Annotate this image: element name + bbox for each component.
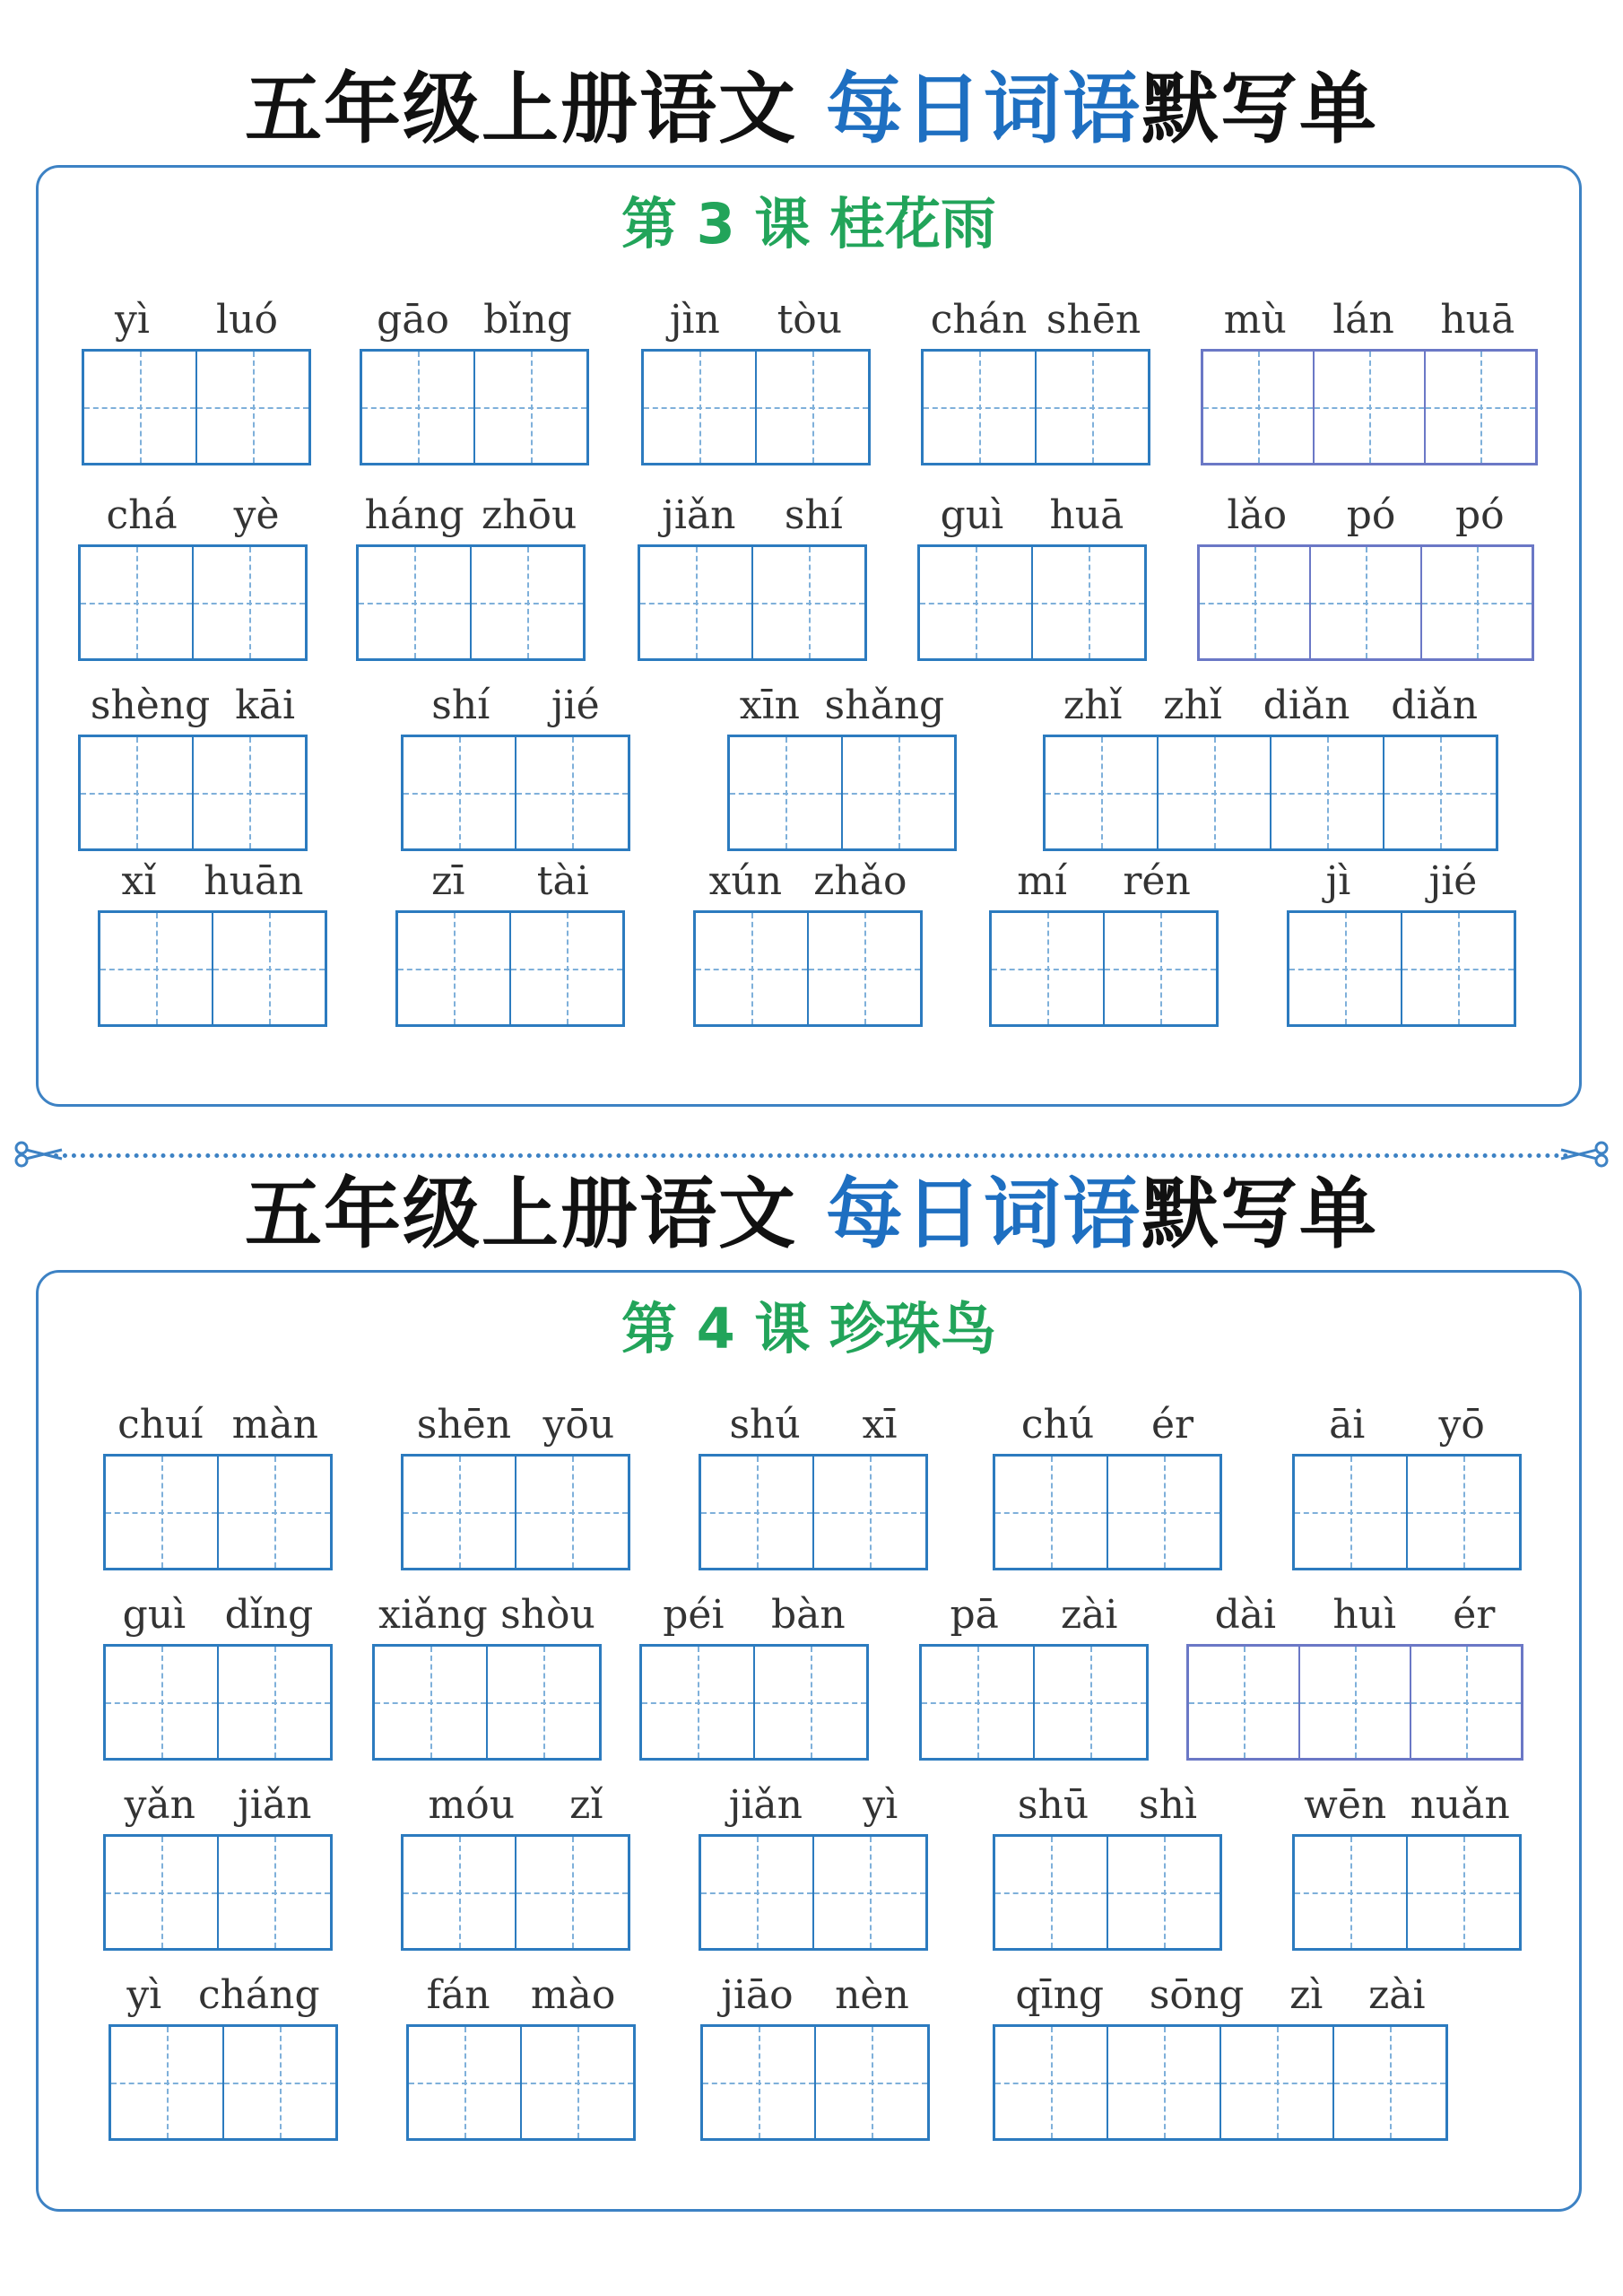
writing-grid[interactable] xyxy=(993,1454,1222,1570)
tian-zi-cell[interactable] xyxy=(924,352,1037,463)
pinyin-syllable: bàn xyxy=(771,1592,846,1638)
pinyin-syllable: huì xyxy=(1332,1592,1397,1638)
pinyin-syllable: jiāo xyxy=(721,1972,794,2018)
tian-zi-cell[interactable] xyxy=(701,1457,814,1568)
sheet1-lesson-title: 第 3 课 桂花雨 xyxy=(621,191,996,257)
pinyin-syllable: jiǎn xyxy=(662,492,736,538)
tian-zi-cell[interactable] xyxy=(1426,352,1535,463)
vocab-item xyxy=(356,489,586,661)
tian-zi-cell[interactable] xyxy=(1289,913,1402,1024)
pinyin-syllable: yì xyxy=(126,1972,162,2018)
pinyin-row xyxy=(919,1588,1149,1644)
scissors-icon xyxy=(1557,1141,1610,1168)
pinyin-row xyxy=(1292,1398,1522,1454)
pinyin-syllable: zài xyxy=(1368,1972,1426,2018)
pinyin-row xyxy=(103,1779,333,1834)
tian-zi-cell[interactable] xyxy=(995,1837,1108,1948)
vocab-item xyxy=(401,1779,630,1951)
pinyin-row xyxy=(641,293,871,349)
pinyin-syllable: ér xyxy=(1151,1402,1194,1448)
pinyin-syllable: xiǎng xyxy=(378,1592,488,1638)
writing-grid[interactable] xyxy=(401,1834,630,1951)
tian-zi-cell[interactable] xyxy=(522,2027,633,2138)
tian-zi-cell[interactable] xyxy=(194,547,305,658)
pinyin-syllable: shí xyxy=(431,683,490,728)
tian-zi-cell[interactable] xyxy=(516,1457,628,1568)
pinyin-syllable: huā xyxy=(1440,297,1515,343)
writing-grid[interactable] xyxy=(82,349,311,465)
pinyin-syllable: bǐng xyxy=(483,297,572,343)
tian-zi-cell[interactable] xyxy=(1203,352,1315,463)
pinyin-syllable: dǐng xyxy=(224,1592,314,1638)
pinyin-row xyxy=(1201,293,1538,349)
writing-grid[interactable] xyxy=(98,910,327,1027)
tian-zi-cell[interactable] xyxy=(1159,737,1271,848)
pinyin-syllable: yǎn xyxy=(124,1782,195,1828)
sheet1-title-suffix: 默写单 xyxy=(1141,65,1378,154)
tian-zi-cell[interactable] xyxy=(362,352,475,463)
tian-zi-cell[interactable] xyxy=(644,352,757,463)
pinyin-syllable: shēn xyxy=(1046,297,1141,343)
pinyin-syllable: gāo xyxy=(377,297,449,343)
tian-zi-cell[interactable] xyxy=(701,1837,814,1948)
vocab-item xyxy=(699,1398,928,1570)
pinyin-row xyxy=(401,679,630,735)
writing-grid[interactable] xyxy=(401,735,630,851)
pinyin-syllable: āi xyxy=(1329,1402,1366,1448)
vocab-item xyxy=(917,489,1147,661)
writing-grid[interactable] xyxy=(639,1644,869,1761)
pinyin-syllable: pó xyxy=(1455,492,1505,538)
tian-zi-cell[interactable] xyxy=(100,913,213,1024)
dotted-cut-line xyxy=(54,1153,1569,1158)
pinyin-syllable: guì xyxy=(940,492,1004,538)
tian-zi-cell[interactable] xyxy=(642,1647,755,1758)
tian-zi-cell[interactable] xyxy=(1384,737,1496,848)
tian-zi-cell[interactable] xyxy=(375,1647,488,1758)
pinyin-row xyxy=(108,1969,338,2024)
vocab-item xyxy=(78,489,308,661)
pinyin-syllable: zì xyxy=(1289,1972,1324,2018)
pinyin-syllable: jié xyxy=(1428,858,1478,904)
tian-zi-cell[interactable] xyxy=(1105,913,1216,1024)
vocab-item xyxy=(638,489,867,661)
writing-grid[interactable] xyxy=(989,910,1219,1027)
sheet1-title-prefix: 五年级上册语文 xyxy=(245,65,826,154)
pinyin-syllable: xún xyxy=(708,858,783,904)
pinyin-row xyxy=(406,1969,636,2024)
tian-zi-cell[interactable] xyxy=(81,737,194,848)
tian-zi-cell[interactable] xyxy=(106,1457,219,1568)
pinyin-syllable: zhǎo xyxy=(813,858,907,904)
tian-zi-cell[interactable] xyxy=(1271,737,1384,848)
tian-zi-cell[interactable] xyxy=(398,913,511,1024)
tian-zi-cell[interactable] xyxy=(920,547,1033,658)
pinyin-row xyxy=(639,1588,869,1644)
vocab-item xyxy=(395,855,625,1027)
tian-zi-cell[interactable] xyxy=(219,1837,330,1948)
vocab-item xyxy=(1292,1779,1522,1951)
tian-zi-cell[interactable] xyxy=(106,1837,219,1948)
pinyin-syllable: lán xyxy=(1332,297,1394,343)
tian-zi-cell[interactable] xyxy=(1189,1647,1300,1758)
sheet2-title-accent: 每日词语 xyxy=(825,1170,1141,1259)
tian-zi-cell[interactable] xyxy=(516,1837,628,1948)
tian-zi-cell[interactable] xyxy=(757,352,868,463)
pinyin-syllable: kāi xyxy=(235,683,296,728)
vocab-item xyxy=(1186,1588,1523,1761)
tian-zi-cell[interactable] xyxy=(1200,547,1311,658)
pinyin-row xyxy=(993,1779,1222,1834)
writing-grid[interactable] xyxy=(1197,544,1534,661)
tian-zi-cell[interactable] xyxy=(404,1457,516,1568)
tian-zi-cell[interactable] xyxy=(816,2027,927,2138)
pinyin-row xyxy=(1197,489,1534,544)
pinyin-syllable: yì xyxy=(115,297,150,343)
tian-zi-cell[interactable] xyxy=(404,1837,516,1948)
writing-grid[interactable] xyxy=(103,1834,333,1951)
pinyin-syllable: chá xyxy=(106,492,178,538)
pinyin-syllable: yè xyxy=(233,492,280,538)
writing-grid[interactable] xyxy=(1043,735,1498,851)
pinyin-syllable: móu xyxy=(428,1782,516,1828)
tian-zi-cell[interactable] xyxy=(995,2027,1108,2138)
vocab-item xyxy=(639,1588,869,1761)
vocab-item xyxy=(401,1398,630,1570)
tian-zi-cell[interactable] xyxy=(472,547,583,658)
tian-zi-cell[interactable] xyxy=(814,1837,925,1948)
pinyin-syllable: pā xyxy=(950,1592,999,1638)
pinyin-syllable: diǎn xyxy=(1263,683,1350,728)
tian-zi-cell[interactable] xyxy=(81,547,194,658)
writing-grid[interactable] xyxy=(406,2024,636,2141)
pinyin-row xyxy=(917,489,1147,544)
vocab-item xyxy=(993,1398,1222,1570)
pinyin-row xyxy=(1287,855,1516,910)
writing-grid[interactable] xyxy=(1201,349,1538,465)
pinyin-syllable: nuǎn xyxy=(1410,1782,1510,1828)
pinyin-syllable: chuí xyxy=(117,1402,204,1448)
writing-grid[interactable] xyxy=(693,910,923,1027)
writing-grid[interactable] xyxy=(372,1644,602,1761)
writing-grid[interactable] xyxy=(401,1454,630,1570)
tian-zi-cell[interactable] xyxy=(511,913,622,1024)
pinyin-syllable: luó xyxy=(216,297,278,343)
tian-zi-cell[interactable] xyxy=(1108,2027,1221,2138)
vocab-item xyxy=(372,1588,602,1761)
tian-zi-cell[interactable] xyxy=(213,913,325,1024)
pinyin-row xyxy=(699,1398,928,1454)
pinyin-syllable: nèn xyxy=(835,1972,909,2018)
pinyin-syllable: shèng xyxy=(90,683,211,728)
cut-line-divider xyxy=(0,1141,1623,1168)
tian-zi-cell[interactable] xyxy=(1408,1457,1519,1568)
vocab-item xyxy=(921,293,1150,465)
pinyin-syllable: tài xyxy=(536,858,589,904)
tian-zi-cell[interactable] xyxy=(640,547,753,658)
vocab-item xyxy=(1197,489,1534,661)
pinyin-syllable: jié xyxy=(551,683,600,728)
vocab-item xyxy=(727,679,957,851)
pinyin-row xyxy=(360,293,589,349)
pinyin-row xyxy=(372,1588,602,1644)
tian-zi-cell[interactable] xyxy=(1300,1647,1411,1758)
pinyin-row xyxy=(78,489,308,544)
vocab-item xyxy=(641,293,871,465)
tian-zi-cell[interactable] xyxy=(995,1457,1108,1568)
tian-zi-cell[interactable] xyxy=(922,1647,1035,1758)
writing-grid[interactable] xyxy=(1186,1644,1523,1761)
vocab-item xyxy=(700,1969,930,2141)
pinyin-row xyxy=(1186,1588,1523,1644)
pinyin-syllable: qīng xyxy=(1015,1972,1105,2018)
pinyin-syllable: shǎng xyxy=(824,683,945,728)
tian-zi-cell[interactable] xyxy=(194,737,305,848)
vocab-item xyxy=(406,1969,636,2141)
pinyin-syllable: zǐ xyxy=(569,1782,603,1828)
writing-grid[interactable] xyxy=(993,2024,1448,2141)
tian-zi-cell[interactable] xyxy=(696,913,809,1024)
tian-zi-cell[interactable] xyxy=(1408,1837,1519,1948)
writing-grid[interactable] xyxy=(1292,1454,1522,1570)
tian-zi-cell[interactable] xyxy=(730,737,843,848)
tian-zi-cell[interactable] xyxy=(755,1647,866,1758)
pinyin-syllable: zī xyxy=(431,858,465,904)
sheet1-title xyxy=(0,65,1623,154)
vocab-item xyxy=(401,679,630,851)
pinyin-syllable: jì xyxy=(1325,858,1351,904)
tian-zi-cell[interactable] xyxy=(1295,1837,1408,1948)
pinyin-row xyxy=(638,489,867,544)
vocab-item xyxy=(699,1779,928,1951)
tian-zi-cell[interactable] xyxy=(488,1647,599,1758)
pinyin-syllable: zhōu xyxy=(482,492,577,538)
tian-zi-cell[interactable] xyxy=(753,547,864,658)
writing-grid[interactable] xyxy=(699,1834,928,1951)
tian-zi-cell[interactable] xyxy=(404,737,516,848)
sheet1-panel xyxy=(36,165,1582,1107)
writing-grid[interactable] xyxy=(395,910,625,1027)
tian-zi-cell[interactable] xyxy=(219,1457,330,1568)
pinyin-syllable: háng xyxy=(364,492,464,538)
tian-zi-cell[interactable] xyxy=(409,2027,522,2138)
pinyin-syllable: huā xyxy=(1049,492,1124,538)
tian-zi-cell[interactable] xyxy=(516,737,628,848)
writing-grid[interactable] xyxy=(699,1454,928,1570)
pinyin-row xyxy=(993,1398,1222,1454)
pinyin-row xyxy=(727,679,957,735)
pinyin-syllable: shòu xyxy=(500,1592,595,1638)
pinyin-syllable: lǎo xyxy=(1227,492,1288,538)
tian-zi-cell[interactable] xyxy=(1411,1647,1521,1758)
vocab-item xyxy=(1287,855,1516,1027)
vocab-item xyxy=(993,1779,1222,1951)
tian-zi-cell[interactable] xyxy=(106,1647,219,1758)
vocab-item xyxy=(108,1969,338,2141)
tian-zi-cell[interactable] xyxy=(1334,2027,1445,2138)
writing-grid[interactable] xyxy=(993,1834,1222,1951)
writing-grid[interactable] xyxy=(1287,910,1516,1027)
pinyin-syllable: xī xyxy=(862,1402,898,1448)
pinyin-syllable: mào xyxy=(530,1972,616,2018)
writing-grid[interactable] xyxy=(1292,1834,1522,1951)
pinyin-row xyxy=(401,1779,630,1834)
pinyin-syllable: yōu xyxy=(542,1402,615,1448)
tian-zi-cell[interactable] xyxy=(1108,1457,1219,1568)
pinyin-syllable: diǎn xyxy=(1391,683,1479,728)
tian-zi-cell[interactable] xyxy=(843,737,954,848)
vocab-item xyxy=(78,679,308,851)
pinyin-syllable: màn xyxy=(231,1402,318,1448)
pinyin-syllable: zhǐ xyxy=(1063,683,1123,728)
pinyin-row xyxy=(103,1398,333,1454)
tian-zi-cell[interactable] xyxy=(84,352,197,463)
writing-grid[interactable] xyxy=(727,735,957,851)
writing-grid[interactable] xyxy=(921,349,1150,465)
pinyin-row xyxy=(1292,1779,1522,1834)
pinyin-row xyxy=(700,1969,930,2024)
pinyin-row xyxy=(993,1969,1448,2024)
writing-grid[interactable] xyxy=(78,735,308,851)
writing-grid[interactable] xyxy=(360,349,589,465)
pinyin-syllable: tòu xyxy=(777,297,843,343)
pinyin-row xyxy=(98,855,327,910)
vocab-item xyxy=(693,855,923,1027)
tian-zi-cell[interactable] xyxy=(197,352,308,463)
pinyin-syllable: cháng xyxy=(197,1972,320,2018)
vocab-item xyxy=(103,1779,333,1951)
pinyin-syllable: chán xyxy=(930,297,1028,343)
tian-zi-cell[interactable] xyxy=(1311,547,1422,658)
pinyin-row xyxy=(78,679,308,735)
pinyin-syllable: sōng xyxy=(1149,1972,1245,2018)
tian-zi-cell[interactable] xyxy=(992,913,1105,1024)
tian-zi-cell[interactable] xyxy=(1037,352,1148,463)
vocab-item xyxy=(1292,1398,1522,1570)
writing-grid[interactable] xyxy=(700,2024,930,2141)
pinyin-row xyxy=(699,1779,928,1834)
vocab-item xyxy=(919,1588,1149,1761)
pinyin-syllable: jiǎn xyxy=(238,1782,312,1828)
vocab-item xyxy=(993,1969,1448,2141)
writing-grid[interactable] xyxy=(919,1644,1149,1761)
scissors-icon xyxy=(13,1141,66,1168)
tian-zi-cell[interactable] xyxy=(359,547,472,658)
pinyin-row xyxy=(921,293,1150,349)
pinyin-syllable: yì xyxy=(863,1782,898,1828)
pinyin-row xyxy=(989,855,1219,910)
vocab-item xyxy=(1201,293,1538,465)
pinyin-syllable: shēn xyxy=(416,1402,512,1448)
sheet2-title-suffix: 默写单 xyxy=(1141,1170,1378,1259)
pinyin-syllable: dài xyxy=(1214,1592,1277,1638)
pinyin-syllable: huān xyxy=(204,858,304,904)
vocab-item xyxy=(98,855,327,1027)
tian-zi-cell[interactable] xyxy=(1221,2027,1334,2138)
pinyin-syllable: mù xyxy=(1223,297,1287,343)
tian-zi-cell[interactable] xyxy=(1422,547,1532,658)
pinyin-syllable: ér xyxy=(1453,1592,1496,1638)
pinyin-syllable: jìn xyxy=(669,297,720,343)
pinyin-syllable: chú xyxy=(1020,1402,1095,1448)
writing-grid[interactable] xyxy=(638,544,867,661)
tian-zi-cell[interactable] xyxy=(111,2027,224,2138)
pinyin-syllable: xīn xyxy=(739,683,800,728)
pinyin-syllable: yō xyxy=(1438,1402,1485,1448)
tian-zi-cell[interactable] xyxy=(814,1457,925,1568)
pinyin-row xyxy=(82,293,311,349)
writing-grid[interactable] xyxy=(917,544,1147,661)
sheet2-title xyxy=(0,1170,1623,1259)
vocab-item xyxy=(360,293,589,465)
tian-zi-cell[interactable] xyxy=(703,2027,816,2138)
pinyin-syllable: shú xyxy=(729,1402,801,1448)
pinyin-row xyxy=(356,489,586,544)
pinyin-syllable: rén xyxy=(1123,858,1191,904)
pinyin-syllable: fán xyxy=(426,1972,490,2018)
tian-zi-cell[interactable] xyxy=(475,352,586,463)
writing-grid[interactable] xyxy=(78,544,308,661)
pinyin-row xyxy=(395,855,625,910)
pinyin-syllable: xǐ xyxy=(121,858,157,904)
sheet2-title-prefix: 五年级上册语文 xyxy=(245,1170,826,1259)
vocab-item xyxy=(103,1588,333,1761)
pinyin-syllable: wēn xyxy=(1304,1782,1387,1828)
pinyin-syllable: mí xyxy=(1017,858,1067,904)
tian-zi-cell[interactable] xyxy=(1315,352,1426,463)
pinyin-row xyxy=(693,855,923,910)
pinyin-syllable: pó xyxy=(1346,492,1396,538)
vocab-item xyxy=(103,1398,333,1570)
writing-grid[interactable] xyxy=(108,2024,338,2141)
pinyin-syllable: shí xyxy=(784,492,843,538)
vocab-item xyxy=(82,293,311,465)
sheet2-lesson-title: 第 4 课 珍珠鸟 xyxy=(621,1296,996,1361)
tian-zi-cell[interactable] xyxy=(1046,737,1159,848)
writing-grid[interactable] xyxy=(103,1454,333,1570)
tian-zi-cell[interactable] xyxy=(1295,1457,1408,1568)
tian-zi-cell[interactable] xyxy=(219,1647,330,1758)
pinyin-syllable: zài xyxy=(1060,1592,1118,1638)
pinyin-syllable: zhǐ xyxy=(1163,683,1222,728)
pinyin-syllable: shì xyxy=(1139,1782,1198,1828)
pinyin-row xyxy=(1043,679,1498,735)
sheet1-title-accent: 每日词语 xyxy=(825,65,1141,154)
vocab-item xyxy=(1043,679,1498,851)
writing-grid[interactable] xyxy=(356,544,586,661)
pinyin-row xyxy=(401,1398,630,1454)
pinyin-syllable: guì xyxy=(122,1592,187,1638)
sheet2-panel xyxy=(36,1270,1582,2212)
pinyin-syllable: péi xyxy=(663,1592,725,1638)
tian-zi-cell[interactable] xyxy=(1033,547,1144,658)
writing-grid[interactable] xyxy=(641,349,871,465)
tian-zi-cell[interactable] xyxy=(1035,1647,1146,1758)
tian-zi-cell[interactable] xyxy=(809,913,920,1024)
pinyin-row xyxy=(103,1588,333,1644)
tian-zi-cell[interactable] xyxy=(224,2027,335,2138)
writing-grid[interactable] xyxy=(103,1644,333,1761)
vocab-item xyxy=(989,855,1219,1027)
tian-zi-cell[interactable] xyxy=(1402,913,1514,1024)
tian-zi-cell[interactable] xyxy=(1108,1837,1219,1948)
pinyin-syllable: jiǎn xyxy=(728,1782,803,1828)
pinyin-syllable: shū xyxy=(1017,1782,1089,1828)
